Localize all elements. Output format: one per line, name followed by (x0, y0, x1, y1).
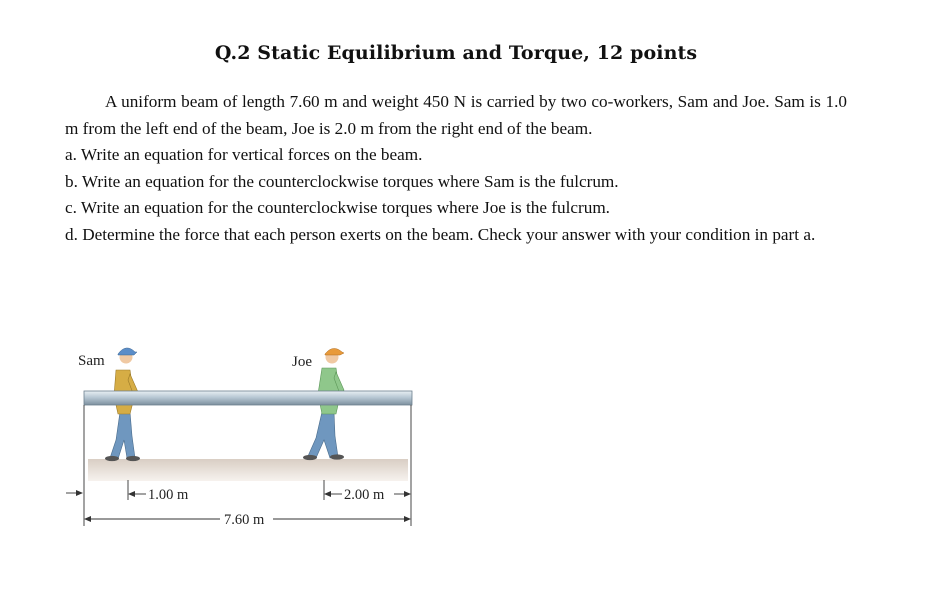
problem-statement: A uniform beam of length 7.60 m and weight 450 N is carried by two co-workers, Sam and Joe. Sam is 1.0 m from the left end of the beam, Joe is 2.0 m from the right end of the beam. (65, 92, 847, 138)
beam-figure (60, 340, 420, 540)
sam-label: Sam (78, 353, 105, 369)
part-d: d. Determine the force that each person exerts on the beam. Check your answer with your condition in part a. (65, 224, 816, 244)
dimension-total (84, 512, 411, 528)
dimension-sam (128, 487, 189, 503)
joe-label: Joe (292, 354, 312, 370)
part-b: b. Write an equation for the counterclockwise torques where Sam is the fulcrum. (65, 171, 619, 191)
dimension-joe (324, 487, 411, 503)
dim-total-label: 7.60 m (224, 512, 265, 528)
part-a: a. Write an equation for vertical forces on the beam. (65, 145, 423, 165)
part-c: c. Write an equation for the counterclockwise torques where Joe is the fulcrum. (65, 198, 610, 218)
left-end-marker (66, 490, 83, 496)
question-title: Q.2 Static Equilibrium and Torque, 12 points (214, 42, 698, 64)
dim-joe-label: 2.00 m (344, 487, 385, 503)
ground (88, 459, 408, 481)
question-body (65, 89, 847, 249)
beam (84, 391, 412, 405)
dim-sam-label: 1.00 m (148, 487, 189, 503)
beam-diagram (60, 340, 420, 540)
